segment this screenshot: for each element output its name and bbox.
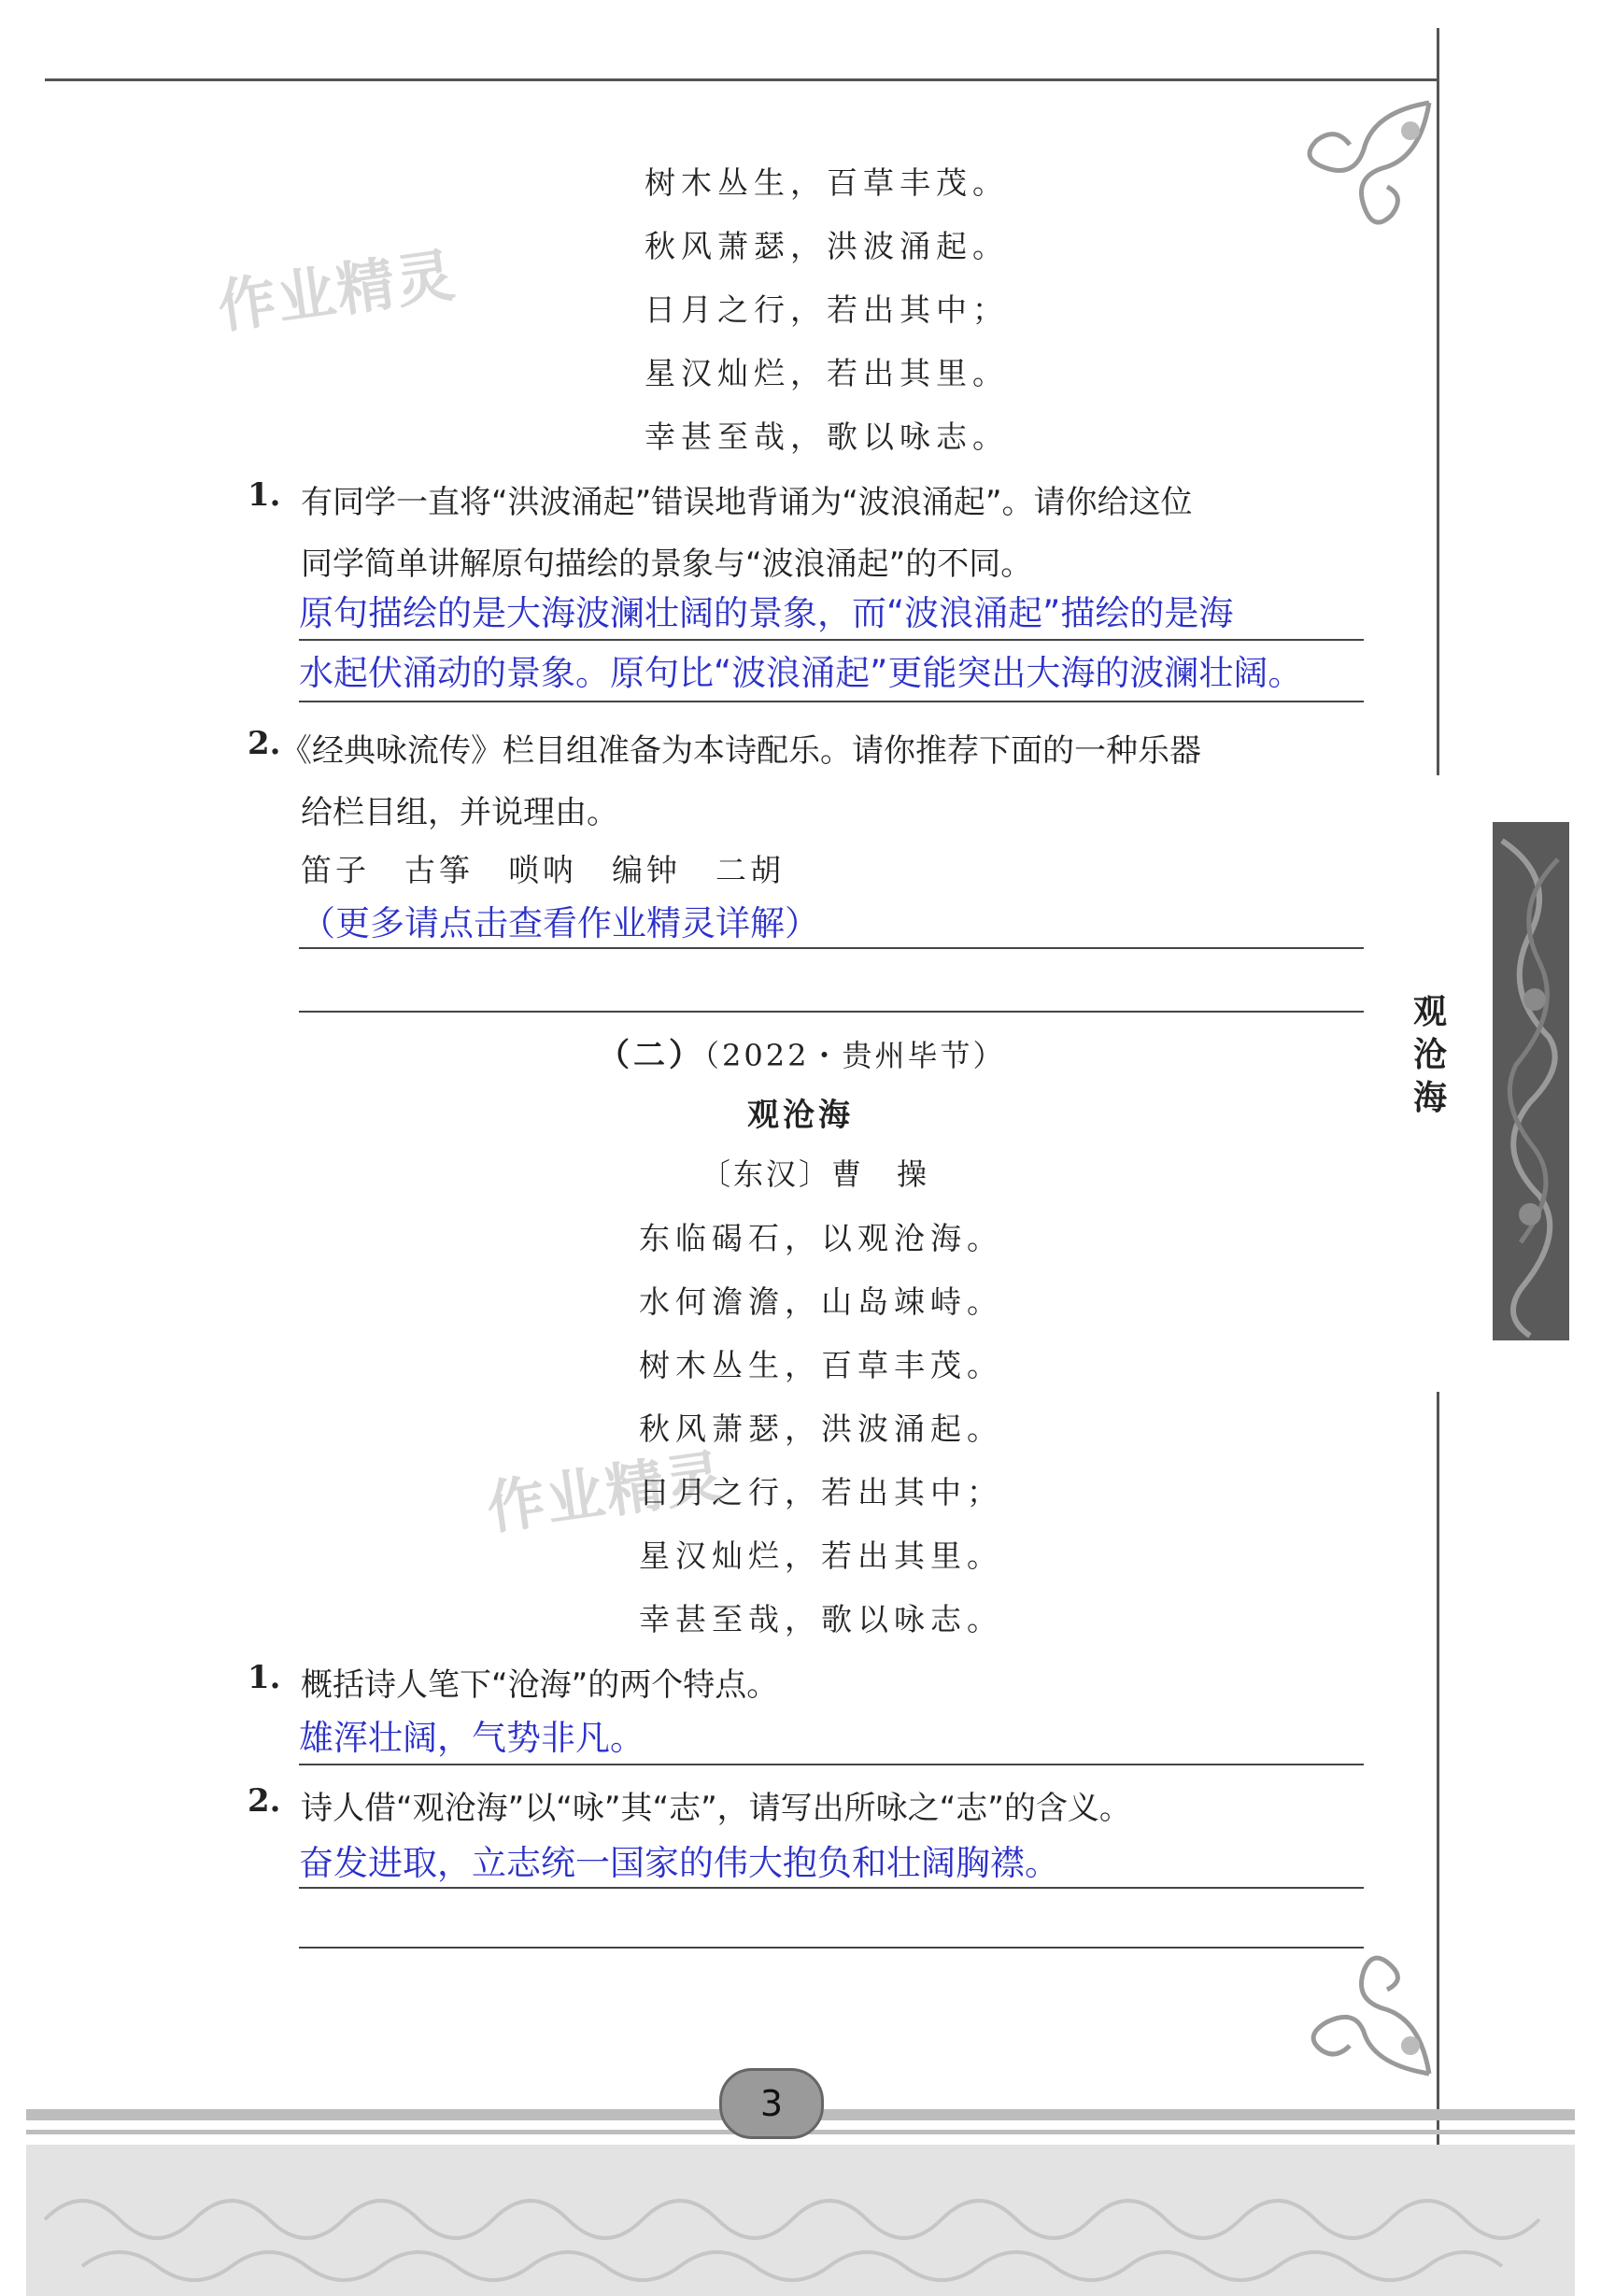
question-text: 概括诗人笔下“沧海”的两个特点。 [301,1666,779,1704]
watermark-top: 作业精灵 [213,240,460,342]
poem-author: 〔东汉〕曹 操 [701,1156,930,1192]
poem-line-4: 秋风萧瑟，洪波涌起。 [639,1410,1003,1447]
answer-line [299,701,1364,702]
answer-line [299,1011,1364,1013]
question-text-cont: 给栏目组，并说理由。 [301,794,618,831]
poem-top-line-2: 秋风萧瑟，洪波涌起。 [645,228,1009,264]
answer-link[interactable]: （更多请点击查看作业精灵详解） [301,903,819,943]
poem-line-5: 日月之行，若出其中； [639,1474,1003,1510]
poem-line-1: 东临碣石，以观沧海。 [639,1220,1003,1256]
question-number: 1. [248,476,281,514]
poem-line-6: 星汉灿烂，若出其里。 [639,1538,1003,1574]
poem-top-line-1: 树木丛生，百草丰茂。 [645,164,1009,201]
answer-line [299,1947,1364,1949]
section-heading [598,1029,1005,1075]
poem-top-line-5: 幸甚至哉，歌以咏志。 [645,418,1009,455]
poem-top-line-4: 星汉灿烂，若出其里。 [645,355,1009,391]
answer-line [299,1887,1364,1889]
poem-line-7: 幸甚至哉，歌以咏志。 [639,1601,1003,1637]
poem-top-line-3: 日月之行，若出其中； [645,291,1009,328]
answer-text: 原句描绘的是大海波澜壮阔的景象，而“波浪涌起”描绘的是海 [299,593,1234,633]
answer-line [299,1764,1364,1765]
corner-ornament-bottom [1280,1943,1438,2083]
poem-title: 观沧海 [747,1097,854,1134]
answer-line [299,639,1364,641]
side-tab-label: 观 沧 海 [1412,992,1447,1117]
instrument-options: 笛子 古筝 唢呐 编钟 二胡 [301,852,785,888]
answer-text-cont: 水起伏涌动的景象。原句比“波浪涌起”更能突出大海的波澜壮阔。 [299,653,1303,693]
poem-line-3: 树木丛生，百草丰茂。 [639,1347,1003,1383]
question-text: 有同学一直将“洪波涌起”错误地背诵为“波浪涌起”。请你给这位 [301,484,1193,521]
question-number: 2. [248,1782,281,1820]
question-number: 1. [248,1659,281,1696]
answer-text: 奋发进取，立志统一国家的伟大抱负和壮阔胸襟。 [299,1843,1059,1883]
question-text: 诗人借“观沧海”以“咏”其“志”，请写出所咏之“志”的含义。 [301,1790,1131,1827]
question-text-cont: 同学简单讲解原句描绘的景象与“波浪涌起”的不同。 [301,546,1033,583]
side-tab-ornament [1493,822,1569,1340]
section-source: （2022・贵州毕节） [704,1038,1006,1073]
section-label: （二） [598,1037,704,1074]
corner-ornament-top [1270,93,1438,252]
answer-line [299,947,1364,949]
page-number: 3 [719,2068,824,2139]
question-number: 2. [248,725,281,762]
poem-line-2: 水何澹澹，山岛竦峙。 [639,1283,1003,1320]
question-text: 《经典咏流传》栏目组准备为本诗配乐。请你推荐下面的一种乐器 [280,732,1201,770]
watermark-middle: 作业精灵 [482,1441,730,1543]
answer-text: 雄浑壮阔，气势非凡。 [299,1718,645,1758]
top-rule [45,78,1437,81]
